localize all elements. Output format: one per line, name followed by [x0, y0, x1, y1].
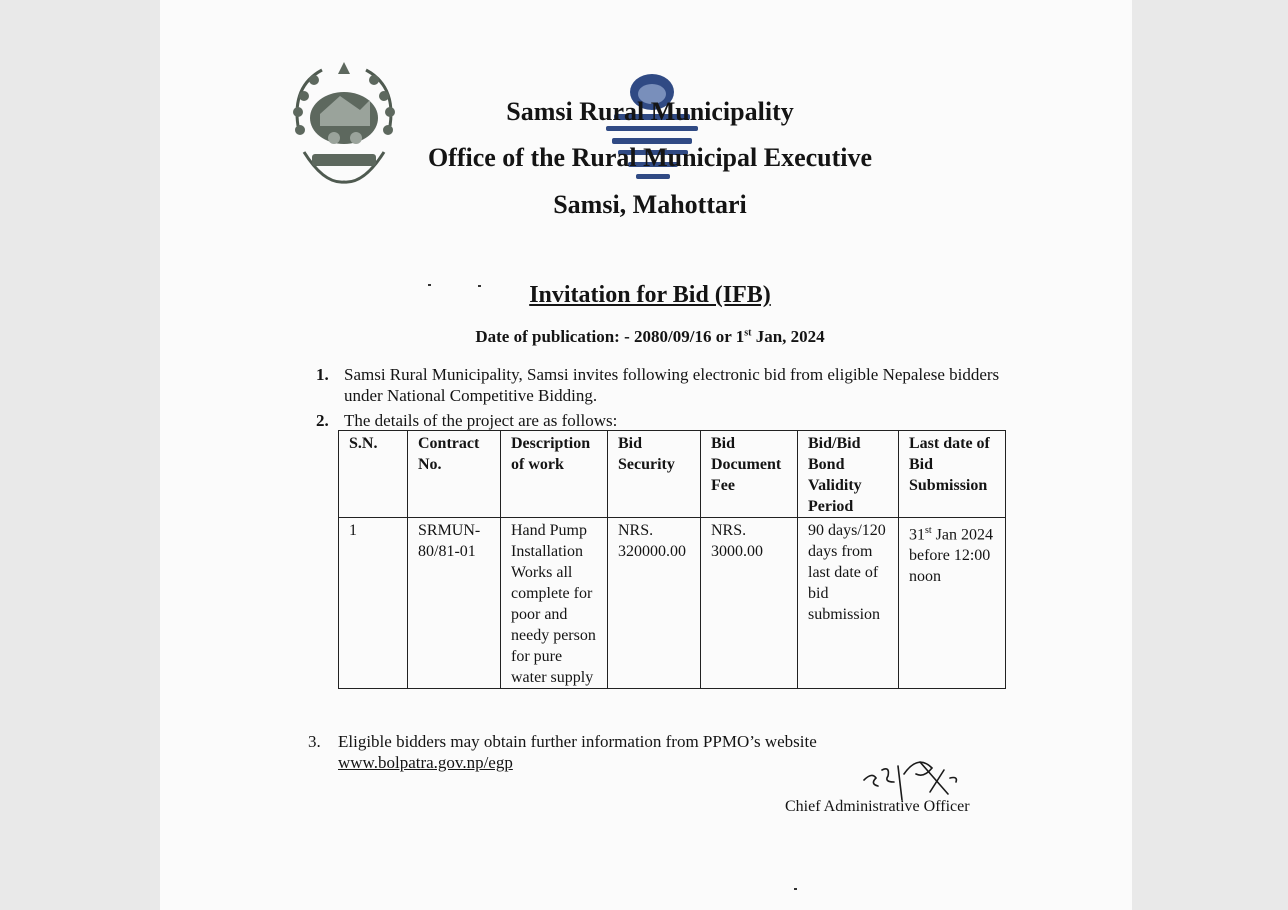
ppmo-website-link[interactable]: www.bolpatra.gov.np/egp — [338, 753, 513, 772]
list-item — [316, 410, 1016, 431]
column-header: Bid Document Fee — [701, 431, 798, 518]
column-header: S.N. — [339, 431, 408, 518]
item-number: 3. — [308, 732, 321, 751]
item-number: 2. — [316, 411, 329, 430]
item-text: The details of the project are as follows: — [344, 411, 618, 430]
office-location: Samsi, Mahottari — [553, 190, 747, 219]
table-header-row — [339, 431, 1006, 518]
item-text: Samsi Rural Municipality, Samsi invites following electronic bid from eligible Nepalese bidders under National Competitive Bidding. — [344, 365, 1000, 405]
cell-description: Hand Pump Installation Works all complete for poor and needy person for pure water supply — [501, 518, 608, 689]
notice-title: Invitation for Bid (IFB) — [529, 282, 771, 308]
cell-document-fee: NRS. 3000.00 — [701, 518, 798, 689]
column-header: Bid Security — [608, 431, 701, 518]
column-header: Bid/Bid Bond Validity Period — [798, 431, 899, 518]
cell-validity-period: 90 days/120 days from last date of bid submission — [798, 518, 899, 689]
item-number: 1. — [316, 365, 329, 384]
table-row — [339, 518, 1006, 689]
list-item — [316, 364, 1016, 406]
cell-sn: 1 — [339, 518, 408, 689]
cell-last-date: 31st Jan 2024 before 12:00 noon — [899, 518, 1006, 689]
office-name: Office of the Rural Municipal Executive — [427, 143, 873, 172]
project-details-table — [338, 430, 1006, 689]
municipality-name: Samsi Rural Municipality — [506, 97, 794, 126]
cell-bid-security: NRS. 320000.00 — [608, 518, 701, 689]
scan-speck — [794, 888, 797, 890]
cell-contract-no: SRMUN-80/81-01 — [408, 518, 501, 689]
column-header: Contract No. — [408, 431, 501, 518]
column-header: Last date of Bid Submission — [899, 431, 1006, 518]
scan-speck — [428, 284, 431, 286]
item-text: Eligible bidders may obtain further information from PPMO’s website www.bolpatra.gov.np/egp — [338, 731, 1008, 773]
column-header: Description of work — [501, 431, 608, 518]
publication-date: Date of publication: - 2080/09/16 or 1st Jan, 2024 — [475, 327, 825, 346]
signatory-title: Chief Administrative Officer — [785, 798, 970, 815]
scan-speck — [478, 285, 481, 287]
